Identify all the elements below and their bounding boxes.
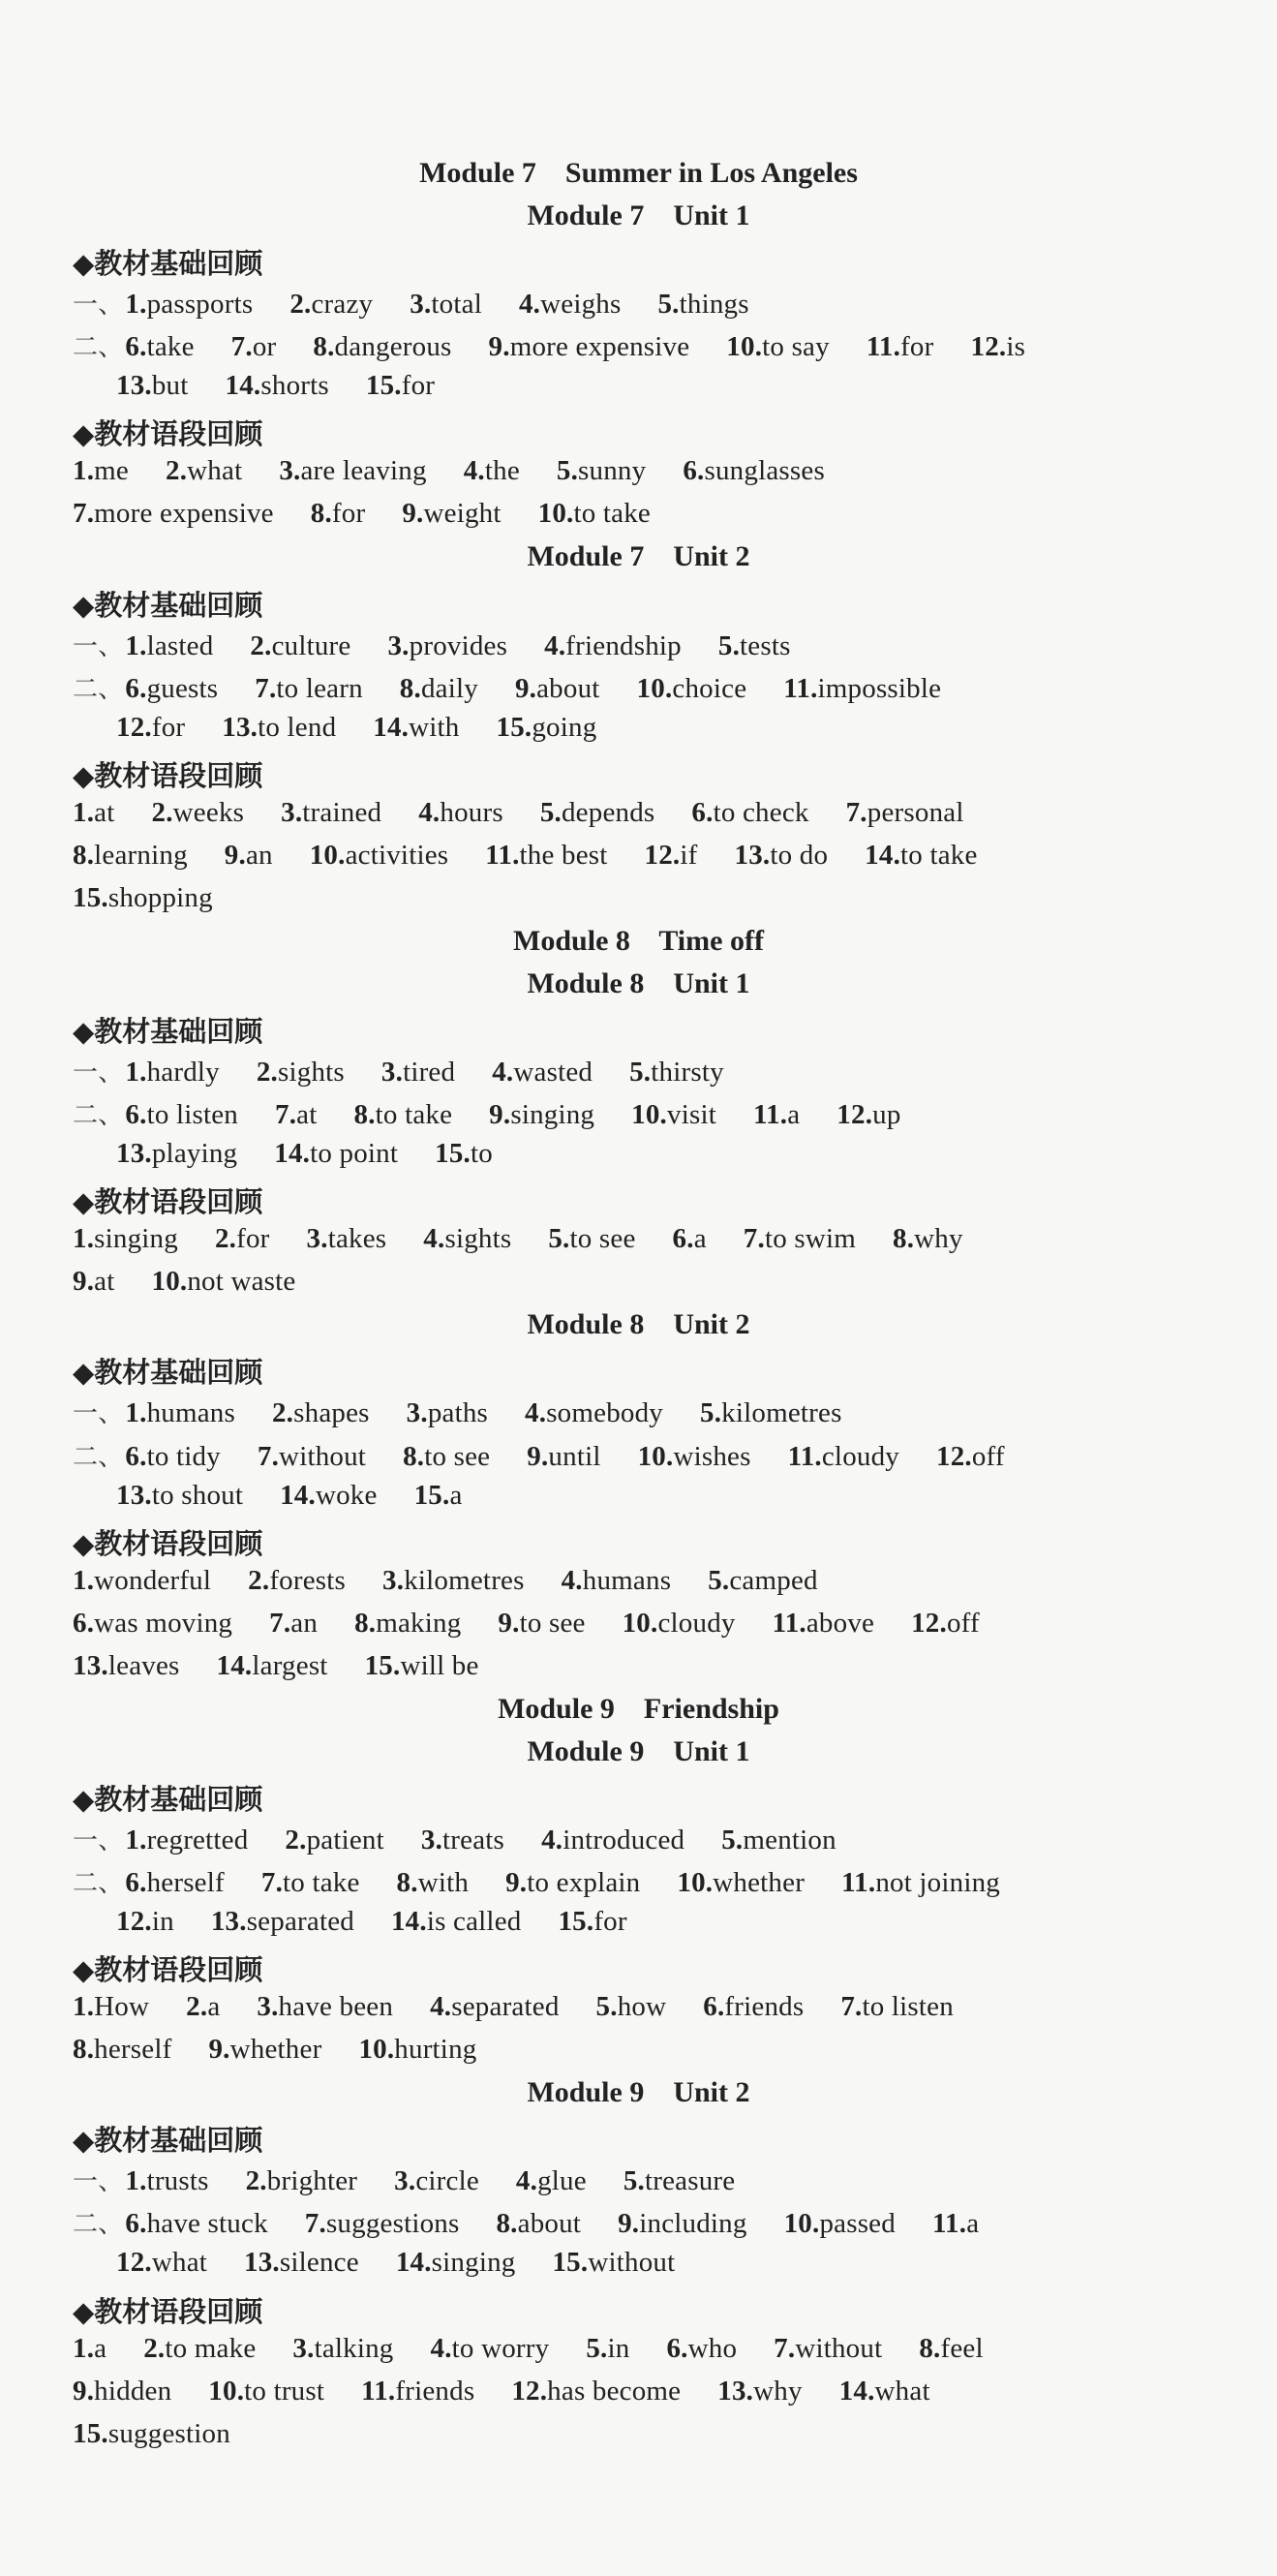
answer-item: 8.feel — [919, 2332, 984, 2364]
part-prefix: 二、 — [73, 1869, 124, 1898]
answer-item: 8.with — [396, 1867, 470, 1898]
answer-item: 10.wishes — [637, 1440, 751, 1472]
answer-item: 6.have stuck — [125, 2208, 268, 2240]
answer-item: 1.trusts — [125, 2165, 209, 2197]
part-prefix: 一、 — [73, 1399, 124, 1429]
answer-line — [73, 1821, 873, 1856]
answer-item: 15.without — [552, 2247, 676, 2279]
module-heading: Module 7 Unit 2 — [527, 540, 750, 573]
answer-item: 1.passports — [125, 289, 254, 321]
answer-line — [73, 882, 250, 914]
answer-item: 2.brighter — [245, 2165, 358, 2197]
answer-item: 8.to take — [353, 1099, 453, 1131]
answer-item: 8.daily — [399, 672, 478, 704]
answer-item: 11.a — [931, 2208, 980, 2240]
answer-item: 11.above — [772, 1607, 875, 1639]
part-prefix: 一、 — [73, 631, 124, 661]
answer-line — [73, 498, 687, 530]
answer-item: 14.singing — [395, 2247, 516, 2279]
answer-item: 5.thirsty — [629, 1057, 724, 1089]
answer-item: 4.the — [463, 455, 520, 487]
answer-item: 2.patient — [285, 1824, 384, 1855]
answer-item: 8.about — [496, 2208, 582, 2240]
answer-item: 7.to learn — [255, 672, 363, 704]
answer-item: 7.an — [269, 1607, 319, 1639]
answer-item: 5.mention — [721, 1824, 836, 1855]
answer-item: 5.to see — [548, 1223, 636, 1255]
answer-item: 7.suggestions — [304, 2208, 460, 2240]
answer-line — [73, 2333, 1020, 2365]
answer-item: 11.impossible — [783, 672, 942, 704]
answer-line — [73, 1991, 990, 2023]
answer-item: 3.are leaving — [279, 455, 427, 487]
answer-item: 14.to take — [865, 839, 978, 871]
answer-item: 8.making — [354, 1607, 462, 1639]
answer-item: 8.herself — [73, 2034, 172, 2066]
answer-item: 1.wonderful — [73, 1564, 212, 1596]
answer-item: 1.lasted — [125, 629, 214, 661]
answer-item: 4.friendship — [544, 629, 682, 661]
answer-item: 13.to lend — [222, 711, 337, 743]
section-heading: ◆教材语段回顾 — [73, 417, 263, 451]
answer-item: 1.hardly — [125, 1057, 220, 1089]
answer-item: 9.to see — [498, 1607, 586, 1639]
answer-item: 9.hidden — [73, 2375, 172, 2407]
answer-item: 4.separated — [430, 1991, 560, 2023]
answer-item: 8.dangerous — [313, 331, 452, 363]
answer-item: 4.introduced — [541, 1824, 685, 1855]
answer-item: 5.how — [595, 1991, 667, 2023]
answer-item: 3.paths — [406, 1397, 489, 1429]
section-heading: ◆教材语段回顾 — [73, 758, 263, 792]
answer-item: 14.woke — [280, 1479, 378, 1511]
section-heading: ◆教材基础回顾 — [73, 1782, 263, 1816]
answer-item: 10.visit — [631, 1099, 716, 1131]
answer-item: 15.for — [365, 370, 436, 402]
answer-item: 2.weeks — [151, 796, 245, 828]
answer-item: 13.separated — [210, 1906, 354, 1938]
answer-item: 14.with — [373, 711, 460, 743]
module-heading: Module 7 Unit 1 — [527, 199, 750, 232]
answer-line — [73, 1223, 1000, 1255]
answer-line — [73, 1053, 761, 1089]
part-prefix: 一、 — [73, 2167, 124, 2197]
answer-line — [73, 2418, 267, 2450]
answer-line — [73, 2034, 513, 2066]
answer-item: 11.a — [752, 1099, 801, 1131]
answer-item: 4.weighs — [518, 289, 622, 321]
answer-item: 1.How — [73, 1991, 150, 2023]
answer-item: 6.to listen — [125, 1099, 238, 1131]
answer-item: 10.not waste — [151, 1266, 296, 1298]
answer-item: 12.for — [116, 711, 186, 743]
answer-item: 4.humans — [561, 1564, 672, 1596]
answer-item: 7.without — [257, 1440, 367, 1472]
answer-item: 2.sights — [256, 1057, 345, 1089]
answer-line — [73, 327, 1062, 363]
answer-item: 11.not joining — [841, 1867, 1000, 1898]
answer-item: 3.takes — [306, 1223, 387, 1255]
answer-item: 4.sights — [423, 1223, 512, 1255]
answer-line — [116, 712, 633, 744]
answer-line — [73, 669, 978, 705]
answer-item: 3.have been — [257, 1991, 394, 2023]
answer-item: 1.me — [73, 455, 129, 487]
answer-item: 2.shapes — [271, 1397, 370, 1429]
answer-item: 4.somebody — [525, 1397, 664, 1429]
part-prefix: 二、 — [73, 333, 124, 363]
answer-item: 2.culture — [250, 629, 351, 661]
answer-item: 2.crazy — [289, 289, 374, 321]
answer-item: 6.sunglasses — [683, 455, 825, 487]
answer-item: 4.glue — [515, 2165, 587, 2197]
answer-line — [73, 1394, 879, 1429]
answer-item: 2.a — [186, 1991, 221, 2023]
answer-item: 3.treats — [420, 1824, 505, 1855]
answer-item: 4.to worry — [430, 2332, 550, 2364]
answer-item: 9.an — [224, 839, 273, 871]
answer-item: 5.treasure — [623, 2165, 736, 2197]
answer-item: 3.provides — [387, 629, 508, 661]
answer-item: 4.wasted — [492, 1057, 593, 1089]
answer-item: 6.to check — [691, 796, 809, 828]
answer-item: 5.things — [657, 289, 749, 321]
module-heading: Module 8 Unit 2 — [527, 1308, 750, 1341]
answer-item: 2.to make — [143, 2332, 257, 2364]
part-prefix: 二、 — [73, 1442, 124, 1472]
answer-item: 15.a — [413, 1479, 463, 1511]
part-prefix: 二、 — [73, 2210, 124, 2240]
part-prefix: 一、 — [73, 1825, 124, 1855]
answer-item: 2.for — [214, 1223, 270, 1255]
answer-item: 7.at — [275, 1099, 318, 1131]
answer-item: 10.cloudy — [622, 1607, 736, 1639]
answer-item: 1.a — [73, 2332, 107, 2364]
answer-item: 15.will be — [364, 1649, 479, 1681]
answer-item: 2.forests — [248, 1564, 347, 1596]
part-prefix: 二、 — [73, 674, 124, 704]
answer-item: 8.to see — [403, 1440, 491, 1472]
section-heading: ◆教材语段回顾 — [73, 2294, 263, 2328]
section-heading: ◆教材语段回顾 — [73, 1185, 263, 1219]
answer-line — [73, 2204, 1016, 2240]
answer-item: 2.what — [166, 455, 243, 487]
answer-item: 8.learning — [73, 839, 188, 871]
answer-item: 15.for — [558, 1906, 627, 1938]
answer-item: 7.to listen — [840, 1991, 954, 2023]
answer-item: 7.to swim — [743, 1223, 856, 1255]
answer-item: 10.to say — [726, 331, 830, 363]
answer-item: 7.to take — [260, 1867, 360, 1898]
module-heading: Module 7 Summer in Los Angeles — [419, 157, 858, 189]
section-heading: ◆教材语段回顾 — [73, 1953, 263, 1987]
answer-item: 1.singing — [73, 1223, 178, 1255]
answer-item: 6.to tidy — [125, 1440, 221, 1472]
answer-item: 7.without — [774, 2332, 883, 2364]
answer-item: 8.why — [893, 1223, 963, 1255]
answer-item: 7.or — [230, 331, 277, 363]
answer-item: 13.why — [717, 2375, 803, 2407]
answer-item: 11.for — [866, 331, 934, 363]
answer-item: 10.passed — [783, 2208, 896, 2240]
answer-item: 5.depends — [539, 796, 655, 828]
answer-line — [73, 455, 862, 487]
answer-line — [73, 2376, 967, 2407]
answer-item: 6.who — [666, 2332, 738, 2364]
answer-line — [73, 1608, 1017, 1640]
answer-item: 6.herself — [125, 1867, 225, 1898]
section-heading: ◆教材基础回顾 — [73, 1356, 263, 1390]
answer-item: 13.silence — [244, 2247, 359, 2279]
answer-item: 12.is — [970, 331, 1026, 363]
answer-item: 13.playing — [116, 1138, 238, 1170]
answer-item: 9.at — [73, 1266, 115, 1298]
answer-item: 7.more expensive — [73, 498, 274, 530]
answer-item: 6.friends — [703, 1991, 805, 2023]
answer-item: 12.in — [116, 1906, 174, 1938]
section-heading: ◆教材基础回顾 — [73, 1015, 263, 1048]
answer-item: 15.going — [496, 711, 597, 743]
answer-item: 9.including — [618, 2208, 747, 2240]
answer-line — [73, 1095, 938, 1131]
answer-item: 15.suggestion — [73, 2417, 230, 2449]
answer-item: 3.kilometres — [382, 1564, 525, 1596]
answer-item: 9.to explain — [505, 1867, 641, 1898]
answer-item: 5.camped — [708, 1564, 818, 1596]
answer-item: 3.trained — [281, 796, 382, 828]
answer-item: 3.talking — [292, 2332, 394, 2364]
answer-item: 7.personal — [845, 796, 964, 828]
answer-item: 5.tests — [717, 629, 791, 661]
answer-item: 8.for — [310, 498, 366, 530]
part-prefix: 一、 — [73, 291, 124, 321]
answer-item: 12.if — [644, 839, 698, 871]
answer-line — [73, 1650, 516, 1682]
answer-item: 9.weight — [402, 498, 502, 530]
answer-item: 1.humans — [125, 1397, 235, 1429]
answer-item: 15.shopping — [73, 881, 213, 913]
answer-item: 3.circle — [394, 2165, 479, 2197]
answer-line — [116, 370, 471, 402]
answer-item: 6.take — [125, 331, 195, 363]
answer-item: 9.more expensive — [488, 331, 690, 363]
part-prefix: 一、 — [73, 1058, 124, 1089]
answer-item: 14.shorts — [225, 370, 329, 402]
answer-item: 6.was moving — [73, 1607, 233, 1639]
answer-line — [73, 1565, 855, 1597]
answer-item: 15.to — [435, 1138, 493, 1170]
module-heading: Module 8 Time off — [513, 924, 764, 957]
part-prefix: 二、 — [73, 1101, 124, 1131]
answer-item: 9.whether — [208, 2034, 322, 2066]
answer-item: 10.whether — [677, 1867, 806, 1898]
answer-item: 12.has become — [511, 2375, 682, 2407]
module-heading: Module 8 Unit 1 — [527, 966, 750, 999]
answer-item: 3.total — [410, 289, 482, 321]
section-heading: ◆教材基础回顾 — [73, 588, 263, 622]
answer-line — [73, 1437, 1042, 1473]
module-heading: Module 9 Unit 1 — [527, 1734, 750, 1767]
answer-line — [116, 1906, 664, 1938]
answer-item: 11.cloudy — [787, 1440, 899, 1472]
answer-item: 5.kilometres — [700, 1397, 842, 1429]
answer-item: 10.to trust — [208, 2375, 325, 2407]
module-heading: Module 9 Unit 2 — [527, 2076, 750, 2109]
answer-line — [73, 797, 1001, 829]
answer-item: 13.to do — [734, 839, 829, 871]
answer-item: 14.to point — [274, 1138, 399, 1170]
answer-item: 6.guests — [125, 672, 219, 704]
answer-line — [73, 840, 1015, 872]
section-heading: ◆教材基础回顾 — [73, 2124, 263, 2158]
answer-item: 12.what — [116, 2247, 208, 2279]
answer-item: 13.leaves — [73, 1649, 180, 1681]
answer-item: 11.the best — [485, 839, 608, 871]
answer-line — [116, 2247, 712, 2279]
answer-item: 4.hours — [418, 796, 503, 828]
answer-item: 9.singing — [489, 1099, 595, 1131]
answer-item: 12.up — [836, 1099, 901, 1131]
answer-line — [73, 285, 786, 321]
answer-item: 13.but — [116, 370, 189, 402]
answer-line — [116, 1138, 530, 1170]
answer-item: 5.sunny — [556, 455, 647, 487]
answer-item: 11.friends — [361, 2375, 475, 2407]
answer-item: 1.at — [73, 796, 115, 828]
answer-item: 1.regretted — [125, 1824, 249, 1855]
module-heading: Module 9 Friendship — [498, 1692, 779, 1725]
answer-line — [73, 1266, 333, 1298]
answer-line — [73, 627, 828, 662]
answer-item: 10.to take — [537, 498, 651, 530]
answer-item: 10.activities — [309, 839, 449, 871]
section-heading: ◆教材基础回顾 — [73, 247, 263, 281]
answer-line — [73, 2162, 772, 2197]
answer-item: 3.tired — [380, 1057, 456, 1089]
answer-item: 9.until — [527, 1440, 601, 1472]
answer-item: 9.about — [514, 672, 600, 704]
answer-item: 14.is called — [390, 1906, 522, 1938]
answer-item: 12.off — [911, 1607, 980, 1639]
answer-item: 10.choice — [636, 672, 747, 704]
answer-item: 14.largest — [216, 1649, 328, 1681]
answer-item: 10.hurting — [358, 2034, 477, 2066]
answer-item: 5.in — [586, 2332, 630, 2364]
answer-item: 6.a — [672, 1223, 707, 1255]
section-heading: ◆教材语段回顾 — [73, 1526, 263, 1560]
answer-line — [116, 1480, 500, 1512]
answer-item: 13.to shout — [116, 1479, 244, 1511]
answer-item: 14.what — [838, 2375, 930, 2407]
answer-item: 12.off — [936, 1440, 1005, 1472]
answer-line — [73, 1863, 1037, 1899]
